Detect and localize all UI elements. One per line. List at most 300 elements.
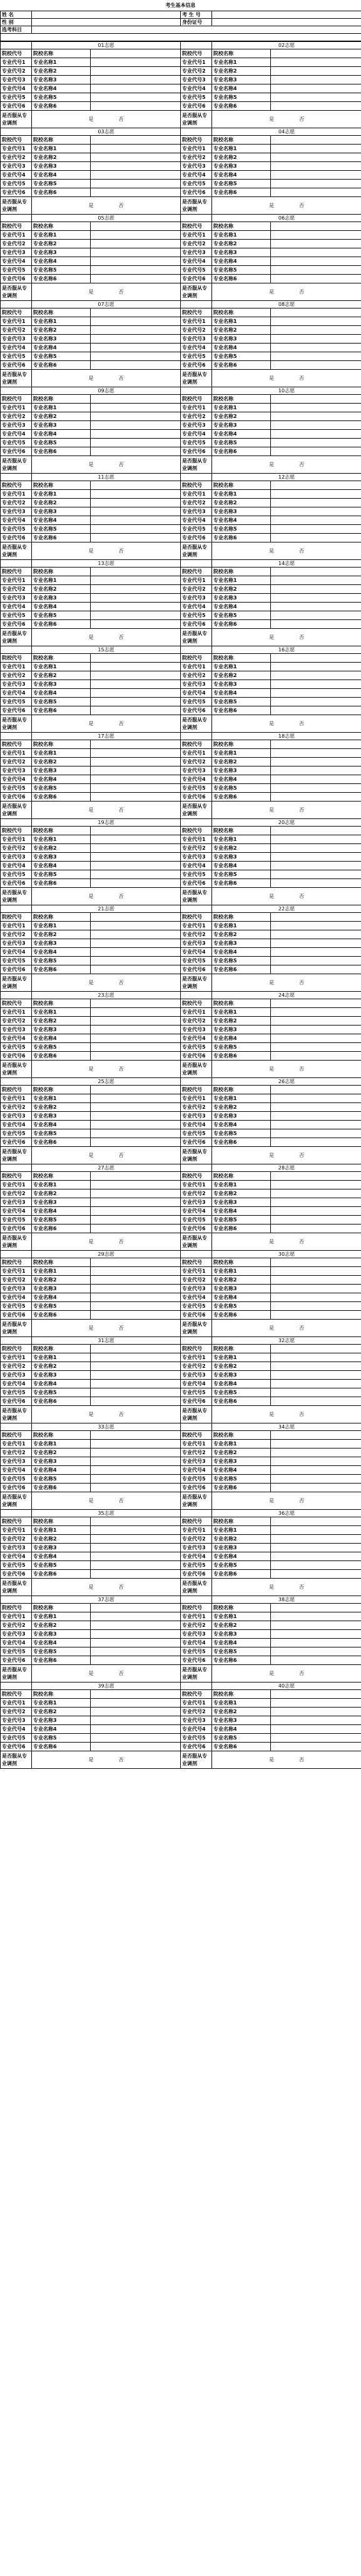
- adjust-no-option[interactable]: 否: [299, 1153, 304, 1158]
- school-field[interactable]: [271, 568, 361, 576]
- adjust-yes-option[interactable]: 是: [269, 1412, 274, 1417]
- major-field[interactable]: [271, 499, 361, 507]
- school-field[interactable]: [271, 913, 361, 922]
- major-field[interactable]: [91, 1112, 181, 1121]
- major-field[interactable]: [91, 680, 181, 689]
- major-field[interactable]: [271, 335, 361, 344]
- major-field[interactable]: [91, 1224, 181, 1233]
- major-field[interactable]: [271, 1138, 361, 1147]
- major-field[interactable]: [271, 766, 361, 775]
- major-field[interactable]: [91, 1552, 181, 1561]
- major-field[interactable]: [271, 680, 361, 689]
- adjust-choice[interactable]: [32, 802, 181, 819]
- major-field[interactable]: [91, 275, 181, 283]
- major-field[interactable]: [91, 1621, 181, 1630]
- major-field[interactable]: [271, 58, 361, 67]
- major-field[interactable]: [91, 1448, 181, 1457]
- adjust-no-option[interactable]: 否: [299, 634, 304, 640]
- major-field[interactable]: [271, 1017, 361, 1026]
- major-field[interactable]: [271, 404, 361, 412]
- major-field[interactable]: [271, 870, 361, 879]
- adjust-yes-option[interactable]: 是: [269, 721, 274, 726]
- major-field[interactable]: [91, 1561, 181, 1570]
- major-field[interactable]: [91, 1129, 181, 1138]
- major-field[interactable]: [271, 1535, 361, 1544]
- major-field[interactable]: [91, 516, 181, 525]
- adjust-yes-option[interactable]: 是: [88, 634, 94, 640]
- adjust-no-option[interactable]: 否: [299, 721, 304, 726]
- adjust-choice[interactable]: [212, 197, 361, 215]
- adjust-no-option[interactable]: 否: [299, 807, 304, 813]
- adjust-choice[interactable]: [212, 1147, 361, 1164]
- major-field[interactable]: [91, 1103, 181, 1112]
- major-field[interactable]: [271, 1311, 361, 1320]
- major-field[interactable]: [91, 758, 181, 766]
- major-field[interactable]: [91, 1716, 181, 1725]
- adjust-yes-option[interactable]: 是: [88, 1498, 94, 1504]
- major-field[interactable]: [91, 775, 181, 784]
- major-field[interactable]: [91, 1198, 181, 1207]
- major-field[interactable]: [271, 930, 361, 939]
- name-field[interactable]: [32, 11, 181, 19]
- adjust-choice[interactable]: [212, 1579, 361, 1596]
- major-field[interactable]: [271, 1216, 361, 1224]
- major-field[interactable]: [271, 957, 361, 965]
- adjust-no-option[interactable]: 否: [299, 1412, 304, 1417]
- major-field[interactable]: [271, 447, 361, 456]
- adjust-yes-option[interactable]: 是: [269, 1584, 274, 1590]
- major-field[interactable]: [271, 1103, 361, 1112]
- major-field[interactable]: [271, 1440, 361, 1448]
- adjust-yes-option[interactable]: 是: [269, 375, 274, 381]
- major-field[interactable]: [91, 1267, 181, 1276]
- major-field[interactable]: [271, 1189, 361, 1198]
- major-field[interactable]: [91, 698, 181, 706]
- major-field[interactable]: [91, 1008, 181, 1017]
- adjust-no-option[interactable]: 否: [118, 1153, 124, 1158]
- major-field[interactable]: [271, 1656, 361, 1665]
- adjust-yes-option[interactable]: 是: [269, 462, 274, 467]
- adjust-choice[interactable]: [32, 1233, 181, 1251]
- school-field[interactable]: [91, 654, 181, 663]
- adjust-no-option[interactable]: 否: [118, 289, 124, 295]
- school-field[interactable]: [91, 568, 181, 576]
- adjust-yes-option[interactable]: 是: [88, 807, 94, 813]
- adjust-choice[interactable]: [32, 1665, 181, 1683]
- adjust-no-option[interactable]: 否: [299, 1584, 304, 1590]
- school-field[interactable]: [91, 395, 181, 404]
- adjust-yes-option[interactable]: 是: [88, 721, 94, 726]
- major-field[interactable]: [91, 1484, 181, 1492]
- major-field[interactable]: [91, 240, 181, 248]
- adjust-yes-option[interactable]: 是: [269, 1153, 274, 1158]
- major-field[interactable]: [91, 1388, 181, 1397]
- major-field[interactable]: [271, 922, 361, 930]
- major-field[interactable]: [271, 1371, 361, 1380]
- major-field[interactable]: [91, 1138, 181, 1147]
- adjust-choice[interactable]: [32, 1492, 181, 1510]
- adjust-yes-option[interactable]: 是: [88, 289, 94, 295]
- major-field[interactable]: [91, 1276, 181, 1285]
- major-field[interactable]: [91, 689, 181, 698]
- major-field[interactable]: [91, 153, 181, 162]
- school-field[interactable]: [271, 1172, 361, 1181]
- adjust-yes-option[interactable]: 是: [88, 203, 94, 208]
- major-field[interactable]: [271, 507, 361, 516]
- major-field[interactable]: [91, 879, 181, 888]
- major-field[interactable]: [271, 594, 361, 603]
- major-field[interactable]: [91, 507, 181, 516]
- school-field[interactable]: [271, 1345, 361, 1353]
- school-field[interactable]: [91, 1345, 181, 1353]
- major-field[interactable]: [91, 1043, 181, 1052]
- major-field[interactable]: [91, 1734, 181, 1743]
- adjust-yes-option[interactable]: 是: [269, 634, 274, 640]
- school-field[interactable]: [271, 740, 361, 749]
- major-field[interactable]: [91, 430, 181, 439]
- school-field[interactable]: [271, 308, 361, 317]
- major-field[interactable]: [271, 1293, 361, 1302]
- major-field[interactable]: [271, 1121, 361, 1129]
- major-field[interactable]: [91, 1440, 181, 1448]
- major-field[interactable]: [271, 1267, 361, 1276]
- major-field[interactable]: [91, 1362, 181, 1371]
- major-field[interactable]: [271, 1570, 361, 1579]
- adjust-yes-option[interactable]: 是: [269, 289, 274, 295]
- major-field[interactable]: [271, 844, 361, 853]
- major-field[interactable]: [91, 1293, 181, 1302]
- adjust-no-option[interactable]: 否: [118, 1584, 124, 1590]
- adjust-choice[interactable]: [212, 1751, 361, 1769]
- school-field[interactable]: [91, 999, 181, 1008]
- major-field[interactable]: [271, 1034, 361, 1043]
- major-field[interactable]: [271, 1448, 361, 1457]
- major-field[interactable]: [91, 404, 181, 412]
- adjust-choice[interactable]: [32, 197, 181, 215]
- adjust-choice[interactable]: [32, 1147, 181, 1164]
- adjust-no-option[interactable]: 否: [299, 893, 304, 899]
- major-field[interactable]: [91, 939, 181, 948]
- major-field[interactable]: [271, 611, 361, 620]
- adjust-choice[interactable]: [32, 974, 181, 992]
- major-field[interactable]: [271, 671, 361, 680]
- major-field[interactable]: [271, 689, 361, 698]
- adjust-yes-option[interactable]: 是: [88, 1066, 94, 1072]
- school-field[interactable]: [271, 481, 361, 490]
- school-field[interactable]: [271, 654, 361, 663]
- school-field[interactable]: [91, 1517, 181, 1526]
- major-field[interactable]: [271, 153, 361, 162]
- major-field[interactable]: [91, 766, 181, 775]
- major-field[interactable]: [271, 1388, 361, 1397]
- adjust-no-option[interactable]: 否: [118, 1498, 124, 1504]
- major-field[interactable]: [271, 1526, 361, 1535]
- major-field[interactable]: [91, 1647, 181, 1656]
- major-field[interactable]: [91, 1353, 181, 1362]
- major-field[interactable]: [271, 352, 361, 361]
- adjust-choice[interactable]: [32, 1061, 181, 1078]
- major-field[interactable]: [271, 1026, 361, 1034]
- major-field[interactable]: [91, 1216, 181, 1224]
- major-field[interactable]: [271, 758, 361, 766]
- adjust-yes-option[interactable]: 是: [269, 1757, 274, 1763]
- adjust-choice[interactable]: [212, 1406, 361, 1423]
- major-field[interactable]: [91, 93, 181, 102]
- adjust-choice[interactable]: [212, 1320, 361, 1337]
- adjust-no-option[interactable]: 否: [118, 980, 124, 985]
- major-field[interactable]: [91, 1181, 181, 1189]
- major-field[interactable]: [91, 248, 181, 257]
- major-field[interactable]: [271, 835, 361, 844]
- major-field[interactable]: [271, 1647, 361, 1656]
- major-field[interactable]: [91, 706, 181, 715]
- major-field[interactable]: [91, 576, 181, 585]
- major-field[interactable]: [271, 1621, 361, 1630]
- adjust-choice[interactable]: [32, 283, 181, 301]
- major-field[interactable]: [91, 447, 181, 456]
- major-field[interactable]: [271, 1043, 361, 1052]
- major-field[interactable]: [271, 749, 361, 758]
- major-field[interactable]: [91, 499, 181, 507]
- major-field[interactable]: [91, 862, 181, 870]
- school-field[interactable]: [91, 1258, 181, 1267]
- major-field[interactable]: [271, 620, 361, 629]
- major-field[interactable]: [271, 862, 361, 870]
- adjust-choice[interactable]: [32, 1579, 181, 1596]
- major-field[interactable]: [271, 1484, 361, 1492]
- adjust-no-option[interactable]: 否: [299, 1671, 304, 1676]
- major-field[interactable]: [271, 1630, 361, 1639]
- adjust-choice[interactable]: [212, 456, 361, 474]
- school-field[interactable]: [91, 49, 181, 58]
- major-field[interactable]: [91, 611, 181, 620]
- major-field[interactable]: [91, 58, 181, 67]
- adjust-no-option[interactable]: 否: [299, 1498, 304, 1504]
- major-field[interactable]: [271, 1362, 361, 1371]
- adjust-no-option[interactable]: 否: [118, 548, 124, 554]
- major-field[interactable]: [271, 257, 361, 266]
- major-field[interactable]: [91, 620, 181, 629]
- school-field[interactable]: [271, 222, 361, 231]
- major-field[interactable]: [271, 1734, 361, 1743]
- major-field[interactable]: [91, 534, 181, 542]
- school-field[interactable]: [271, 1604, 361, 1612]
- school-field[interactable]: [91, 308, 181, 317]
- adjust-yes-option[interactable]: 是: [88, 116, 94, 122]
- major-field[interactable]: [271, 248, 361, 257]
- major-field[interactable]: [271, 162, 361, 171]
- major-field[interactable]: [271, 516, 361, 525]
- major-field[interactable]: [91, 1302, 181, 1311]
- adjust-no-option[interactable]: 否: [118, 1325, 124, 1331]
- adjust-choice[interactable]: [212, 283, 361, 301]
- adjust-no-option[interactable]: 否: [299, 462, 304, 467]
- adjust-no-option[interactable]: 否: [118, 634, 124, 640]
- adjust-yes-option[interactable]: 是: [269, 1239, 274, 1245]
- adjust-choice[interactable]: [32, 370, 181, 387]
- major-field[interactable]: [271, 84, 361, 93]
- major-field[interactable]: [271, 1552, 361, 1561]
- major-field[interactable]: [91, 76, 181, 84]
- adjust-yes-option[interactable]: 是: [88, 893, 94, 899]
- major-field[interactable]: [91, 948, 181, 957]
- major-field[interactable]: [271, 1302, 361, 1311]
- id-number-field[interactable]: [212, 19, 361, 26]
- major-field[interactable]: [271, 490, 361, 499]
- major-field[interactable]: [91, 1457, 181, 1466]
- major-field[interactable]: [271, 1716, 361, 1725]
- adjust-choice[interactable]: [32, 629, 181, 646]
- school-field[interactable]: [91, 481, 181, 490]
- adjust-choice[interactable]: [32, 1406, 181, 1423]
- major-field[interactable]: [91, 1743, 181, 1751]
- adjust-yes-option[interactable]: 是: [88, 1584, 94, 1590]
- adjust-yes-option[interactable]: 是: [88, 980, 94, 985]
- adjust-choice[interactable]: [212, 974, 361, 992]
- adjust-choice[interactable]: [212, 542, 361, 560]
- major-field[interactable]: [91, 171, 181, 180]
- major-field[interactable]: [271, 1008, 361, 1017]
- major-field[interactable]: [271, 67, 361, 76]
- adjust-choice[interactable]: [32, 456, 181, 474]
- major-field[interactable]: [271, 180, 361, 188]
- school-field[interactable]: [271, 395, 361, 404]
- adjust-no-option[interactable]: 否: [299, 375, 304, 381]
- major-field[interactable]: [271, 576, 361, 585]
- major-field[interactable]: [91, 84, 181, 93]
- major-field[interactable]: [271, 1699, 361, 1708]
- major-field[interactable]: [271, 1475, 361, 1484]
- school-field[interactable]: [91, 740, 181, 749]
- adjust-no-option[interactable]: 否: [299, 1325, 304, 1331]
- major-field[interactable]: [271, 793, 361, 802]
- major-field[interactable]: [271, 1561, 361, 1570]
- adjust-choice[interactable]: [212, 370, 361, 387]
- major-field[interactable]: [271, 1743, 361, 1751]
- major-field[interactable]: [91, 663, 181, 671]
- major-field[interactable]: [271, 1094, 361, 1103]
- adjust-yes-option[interactable]: 是: [88, 1412, 94, 1417]
- major-field[interactable]: [91, 1725, 181, 1734]
- major-field[interactable]: [91, 1656, 181, 1665]
- adjust-yes-option[interactable]: 是: [269, 980, 274, 985]
- major-field[interactable]: [271, 430, 361, 439]
- major-field[interactable]: [271, 145, 361, 153]
- major-field[interactable]: [271, 698, 361, 706]
- major-field[interactable]: [91, 1034, 181, 1043]
- major-field[interactable]: [271, 1276, 361, 1285]
- adjust-no-option[interactable]: 否: [118, 1412, 124, 1417]
- major-field[interactable]: [91, 965, 181, 974]
- school-field[interactable]: [271, 1431, 361, 1440]
- major-field[interactable]: [91, 102, 181, 111]
- adjust-yes-option[interactable]: 是: [88, 1757, 94, 1763]
- major-field[interactable]: [271, 1112, 361, 1121]
- major-field[interactable]: [91, 1544, 181, 1552]
- major-field[interactable]: [271, 879, 361, 888]
- adjust-yes-option[interactable]: 是: [88, 1153, 94, 1158]
- adjust-no-option[interactable]: 否: [118, 203, 124, 208]
- adjust-no-option[interactable]: 否: [299, 980, 304, 985]
- major-field[interactable]: [91, 1397, 181, 1406]
- major-field[interactable]: [271, 663, 361, 671]
- adjust-yes-option[interactable]: 是: [88, 548, 94, 554]
- adjust-no-option[interactable]: 否: [118, 1757, 124, 1763]
- adjust-no-option[interactable]: 否: [118, 1671, 124, 1676]
- major-field[interactable]: [91, 335, 181, 344]
- adjust-no-option[interactable]: 否: [299, 1757, 304, 1763]
- school-field[interactable]: [271, 827, 361, 835]
- major-field[interactable]: [91, 1017, 181, 1026]
- major-field[interactable]: [91, 749, 181, 758]
- adjust-yes-option[interactable]: 是: [269, 203, 274, 208]
- major-field[interactable]: [271, 1181, 361, 1189]
- major-field[interactable]: [271, 1612, 361, 1621]
- major-field[interactable]: [91, 231, 181, 240]
- adjust-no-option[interactable]: 否: [118, 721, 124, 726]
- major-field[interactable]: [271, 1129, 361, 1138]
- major-field[interactable]: [271, 534, 361, 542]
- major-field[interactable]: [271, 231, 361, 240]
- adjust-yes-option[interactable]: 是: [269, 116, 274, 122]
- major-field[interactable]: [91, 326, 181, 335]
- adjust-no-option[interactable]: 否: [118, 807, 124, 813]
- major-field[interactable]: [271, 317, 361, 326]
- major-field[interactable]: [271, 939, 361, 948]
- major-field[interactable]: [91, 1311, 181, 1320]
- major-field[interactable]: [271, 525, 361, 534]
- major-field[interactable]: [91, 835, 181, 844]
- major-field[interactable]: [91, 188, 181, 197]
- adjust-yes-option[interactable]: 是: [269, 1066, 274, 1072]
- adjust-choice[interactable]: [32, 1751, 181, 1769]
- major-field[interactable]: [91, 180, 181, 188]
- major-field[interactable]: [271, 326, 361, 335]
- major-field[interactable]: [91, 585, 181, 594]
- school-field[interactable]: [91, 1431, 181, 1440]
- major-field[interactable]: [91, 1630, 181, 1639]
- major-field[interactable]: [271, 1725, 361, 1734]
- major-field[interactable]: [91, 257, 181, 266]
- major-field[interactable]: [271, 948, 361, 957]
- major-field[interactable]: [271, 1708, 361, 1716]
- major-field[interactable]: [271, 1397, 361, 1406]
- major-field[interactable]: [271, 775, 361, 784]
- major-field[interactable]: [91, 784, 181, 793]
- major-field[interactable]: [91, 1094, 181, 1103]
- school-field[interactable]: [271, 1086, 361, 1094]
- major-field[interactable]: [91, 957, 181, 965]
- adjust-choice[interactable]: [212, 1061, 361, 1078]
- adjust-yes-option[interactable]: 是: [88, 1239, 94, 1245]
- major-field[interactable]: [271, 240, 361, 248]
- major-field[interactable]: [91, 317, 181, 326]
- adjust-no-option[interactable]: 否: [299, 548, 304, 554]
- school-field[interactable]: [271, 49, 361, 58]
- major-field[interactable]: [271, 266, 361, 275]
- adjust-no-option[interactable]: 否: [299, 116, 304, 122]
- major-field[interactable]: [91, 145, 181, 153]
- adjust-no-option[interactable]: 否: [118, 462, 124, 467]
- major-field[interactable]: [91, 1285, 181, 1293]
- school-field[interactable]: [271, 1517, 361, 1526]
- major-field[interactable]: [91, 361, 181, 370]
- gender-field[interactable]: [32, 19, 181, 26]
- major-field[interactable]: [271, 1198, 361, 1207]
- major-field[interactable]: [271, 275, 361, 283]
- major-field[interactable]: [91, 1475, 181, 1484]
- major-field[interactable]: [271, 421, 361, 430]
